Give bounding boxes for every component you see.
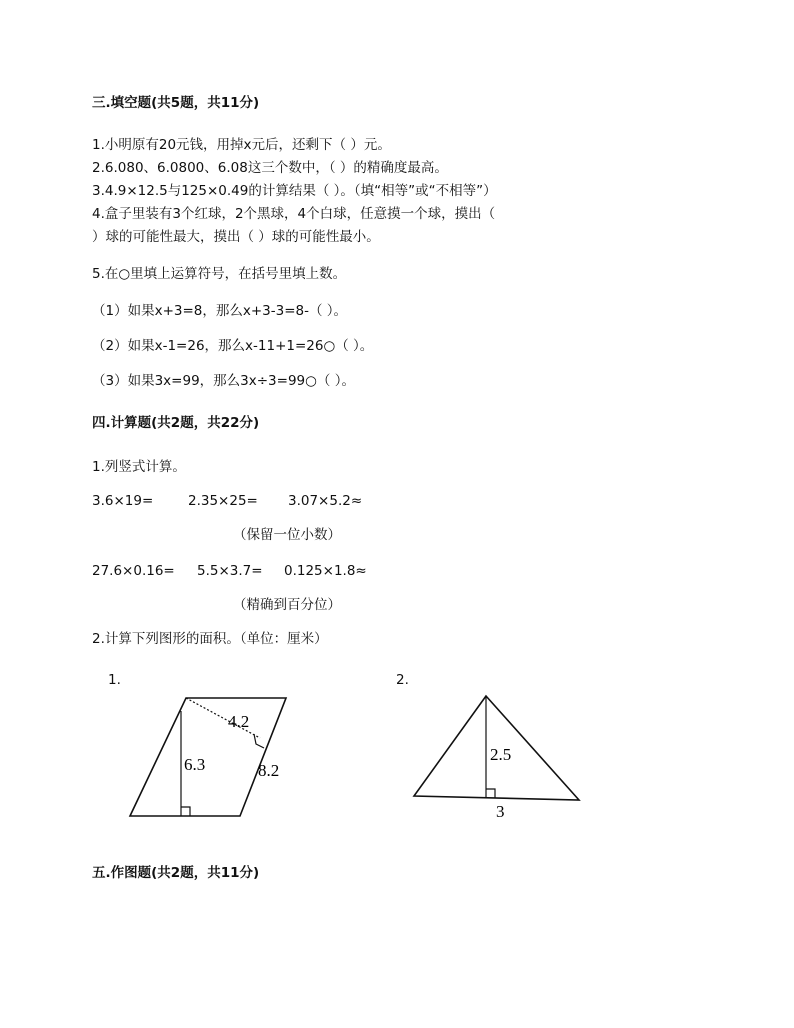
triangle-figure: [405, 690, 595, 820]
question-3-4-line2: ）球的可能性最大，摸出（ ）球的可能性最小。: [92, 229, 380, 245]
right-angle-mark-2: [254, 734, 264, 748]
triangle-right-angle-mark: [486, 789, 495, 798]
calc-2-3: 0.125×1.8≈: [284, 563, 367, 579]
question-3-2: 2.6.080、6.0800、6.08这三个数中，（ ）的精确度最高。: [92, 160, 448, 176]
figure-2-number: 2.: [396, 672, 409, 688]
label-2-5: 2.5: [490, 745, 512, 764]
label-3: 3: [496, 802, 505, 820]
parallelogram-figure: [120, 690, 340, 830]
section5-heading: 五.作图题(共2题，共11分): [92, 865, 260, 881]
figure-1-number: 1.: [108, 672, 121, 688]
section3-heading: 三.填空题(共5题，共11分): [92, 95, 260, 111]
right-angle-mark-1: [181, 807, 190, 816]
calc-note-1: （保留一位小数）: [233, 527, 341, 543]
question-3-3: 3.4.9×12.5与125×0.49的计算结果（ ）。（填“相等”或“不相等”）: [92, 183, 497, 199]
calc-1-3: 3.07×5.2≈: [288, 493, 363, 509]
calc-2-1: 27.6×0.16=: [92, 563, 175, 579]
question-3-5: 5.在○里填上运算符号，在括号里填上数。: [92, 266, 347, 282]
calc-1-1: 3.6×19=: [92, 493, 154, 509]
question-3-5-part1: （1）如果x+3=8，那么x+3-3=8-（ ）。: [92, 303, 348, 319]
section4-heading: 四.计算题(共2题，共22分): [92, 415, 260, 431]
label-6-3: 6.3: [184, 755, 206, 774]
question-3-4-line1: 4.盒子里装有3个红球，2个黑球，4个白球，任意摸一个球，摸出（: [92, 206, 496, 222]
label-8-2: 8.2: [258, 761, 280, 780]
question-4-2: 2.计算下列图形的面积。（单位：厘米）: [92, 631, 328, 647]
calc-2-2: 5.5×3.7=: [197, 563, 263, 579]
parallelogram-shape: [130, 698, 286, 816]
question-3-5-part2: （2）如果x-1=26，那么x-11+1=26○（ ）。: [92, 338, 374, 354]
question-3-1: 1.小明原有20元钱，用掉x元后，还剩下（ ）元。: [92, 137, 391, 153]
question-3-5-part3: （3）如果3x=99，那么3x÷3=99○（ ）。: [92, 373, 355, 389]
calc-note-2: （精确到百分位）: [233, 597, 341, 613]
question-4-1: 1.列竖式计算。: [92, 459, 186, 475]
label-4-2: 4.2: [228, 712, 250, 731]
calc-1-2: 2.35×25=: [188, 493, 258, 509]
